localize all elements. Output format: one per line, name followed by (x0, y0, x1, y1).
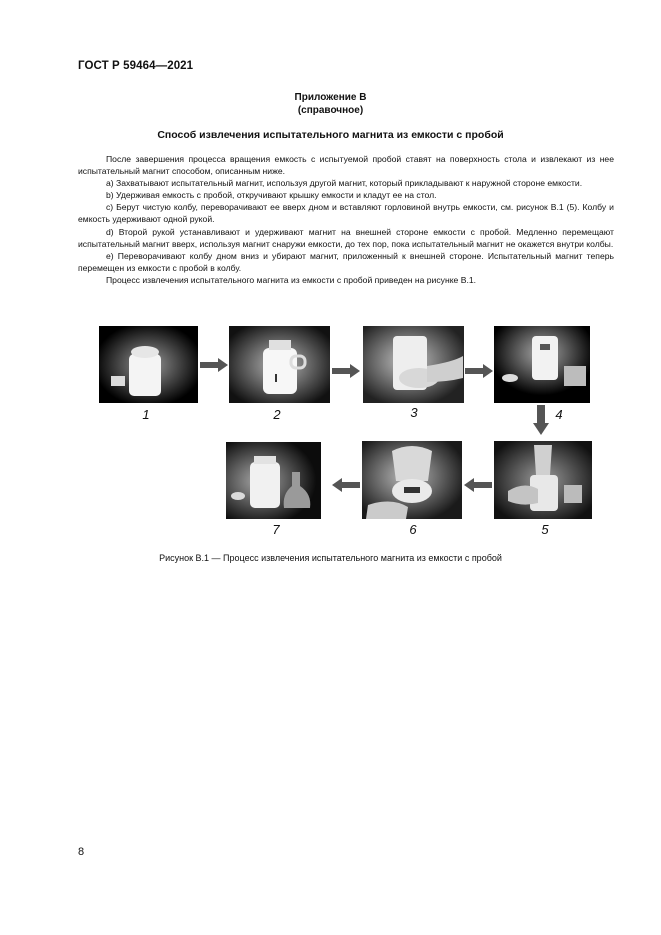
section-title: Способ извлечения испытательного магнита из емкости с пробой (157, 129, 504, 141)
paragraph-step-d: d) Второй рукой устанавливают и удерживают магнит на внешней стороне емкости с пробой. Медленно перемещают испытательный магнит вверх, используя магнит снаружи емкости, до тех пор, пока испытательный магнит не окажется внутри колбы. (78, 226, 614, 249)
paragraph-step-b: b) Удерживая емкость с пробой, откручивают крышку емкости и кладут ее на стол. (106, 190, 437, 201)
step-label-1: 1 (142, 407, 150, 422)
figure-caption: Рисунок В.1 — Процесс извлечения испытательного магнита из емкости с пробой (159, 553, 502, 563)
page-number: 8 (78, 846, 85, 858)
arrow-left-icon (464, 478, 492, 492)
arrow-right-icon (332, 364, 360, 378)
step-label-4: 4 (555, 407, 563, 422)
document-code: ГОСТ Р 59464—2021 (78, 60, 194, 72)
step-photo-3 (363, 326, 464, 403)
step-label-2: 2 (273, 407, 281, 422)
appendix-title: Приложение В (294, 92, 367, 103)
arrow-right-icon (200, 358, 228, 372)
body-text (78, 153, 614, 286)
arrow-left-icon (332, 478, 360, 492)
step-label-7: 7 (272, 522, 280, 537)
paragraph-figure-ref: Процесс извлечения испытательного магнита из емкости с пробой приведен на рисунке В.1. (106, 274, 476, 285)
step-label-3: 3 (410, 405, 418, 420)
step-photo-1 (99, 326, 198, 403)
paragraph-step-e: е) Переворачивают колбу дном вниз и убирают магнит, приложенный к внешней стороне. Испытательный магнит теперь перемещен из емкости с пробой в колбу. (78, 250, 614, 273)
step-photo-5 (494, 441, 592, 519)
appendix-subtitle: (справочное) (297, 105, 364, 116)
step-label-5: 5 (541, 522, 549, 537)
step-photo-4 (494, 326, 590, 403)
appendix-heading (0, 91, 661, 117)
step-photo-6 (362, 441, 462, 519)
step-photo-7 (226, 442, 321, 519)
paragraph-step-a: а) Захватывают испытательный магнит, используя другой магнит, который прикладывают к наружной стороне емкости. (106, 178, 583, 189)
step-label-6: 6 (409, 522, 417, 537)
arrow-right-icon (465, 364, 493, 378)
paragraph-intro: После завершения процесса вращения емкость с испытуемой пробой ставят на поверхность стола и извлекают из нее испытательный магнит способом, описанным ниже. (78, 154, 614, 177)
step-photo-2 (229, 326, 330, 403)
arrow-down-icon (533, 405, 549, 435)
paragraph-step-c: c) Берут чистую колбу, переворачивают ее вверх дном и вставляют горловиной внутрь емкости, см. рисунок В.1 (5). Колбу и емкость удерживают одной рукой. (78, 202, 614, 225)
